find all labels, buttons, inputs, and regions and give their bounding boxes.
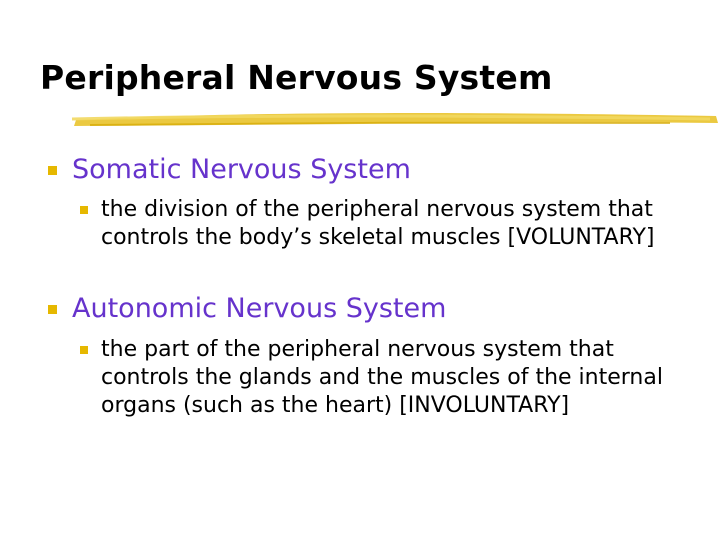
sub-bullet-text: the division of the peripheral nervous system that controls the body’s skeletal muscles [VOLUNTARY] — [101, 197, 655, 250]
square-bullet-icon — [80, 346, 88, 354]
bullet-item-somatic — [48, 154, 411, 186]
bullet-heading: Autonomic Nervous System — [72, 293, 447, 324]
square-bullet-icon — [48, 305, 57, 314]
sub-bullet-somatic-definition — [80, 196, 701, 252]
sub-bullet-text: the part of the peripheral nervous system that controls the glands and the muscles of the internal organs (such as the heart) [INVOLUNTARY] — [101, 337, 663, 418]
square-bullet-icon — [48, 166, 57, 175]
bullet-heading: Somatic Nervous System — [72, 154, 411, 185]
bullet-item-autonomic — [48, 293, 446, 325]
slide-title: Peripheral Nervous System — [40, 58, 553, 97]
title-underline-brushstroke — [70, 106, 720, 132]
sub-bullet-autonomic-definition — [80, 336, 701, 420]
square-bullet-icon — [80, 206, 88, 214]
